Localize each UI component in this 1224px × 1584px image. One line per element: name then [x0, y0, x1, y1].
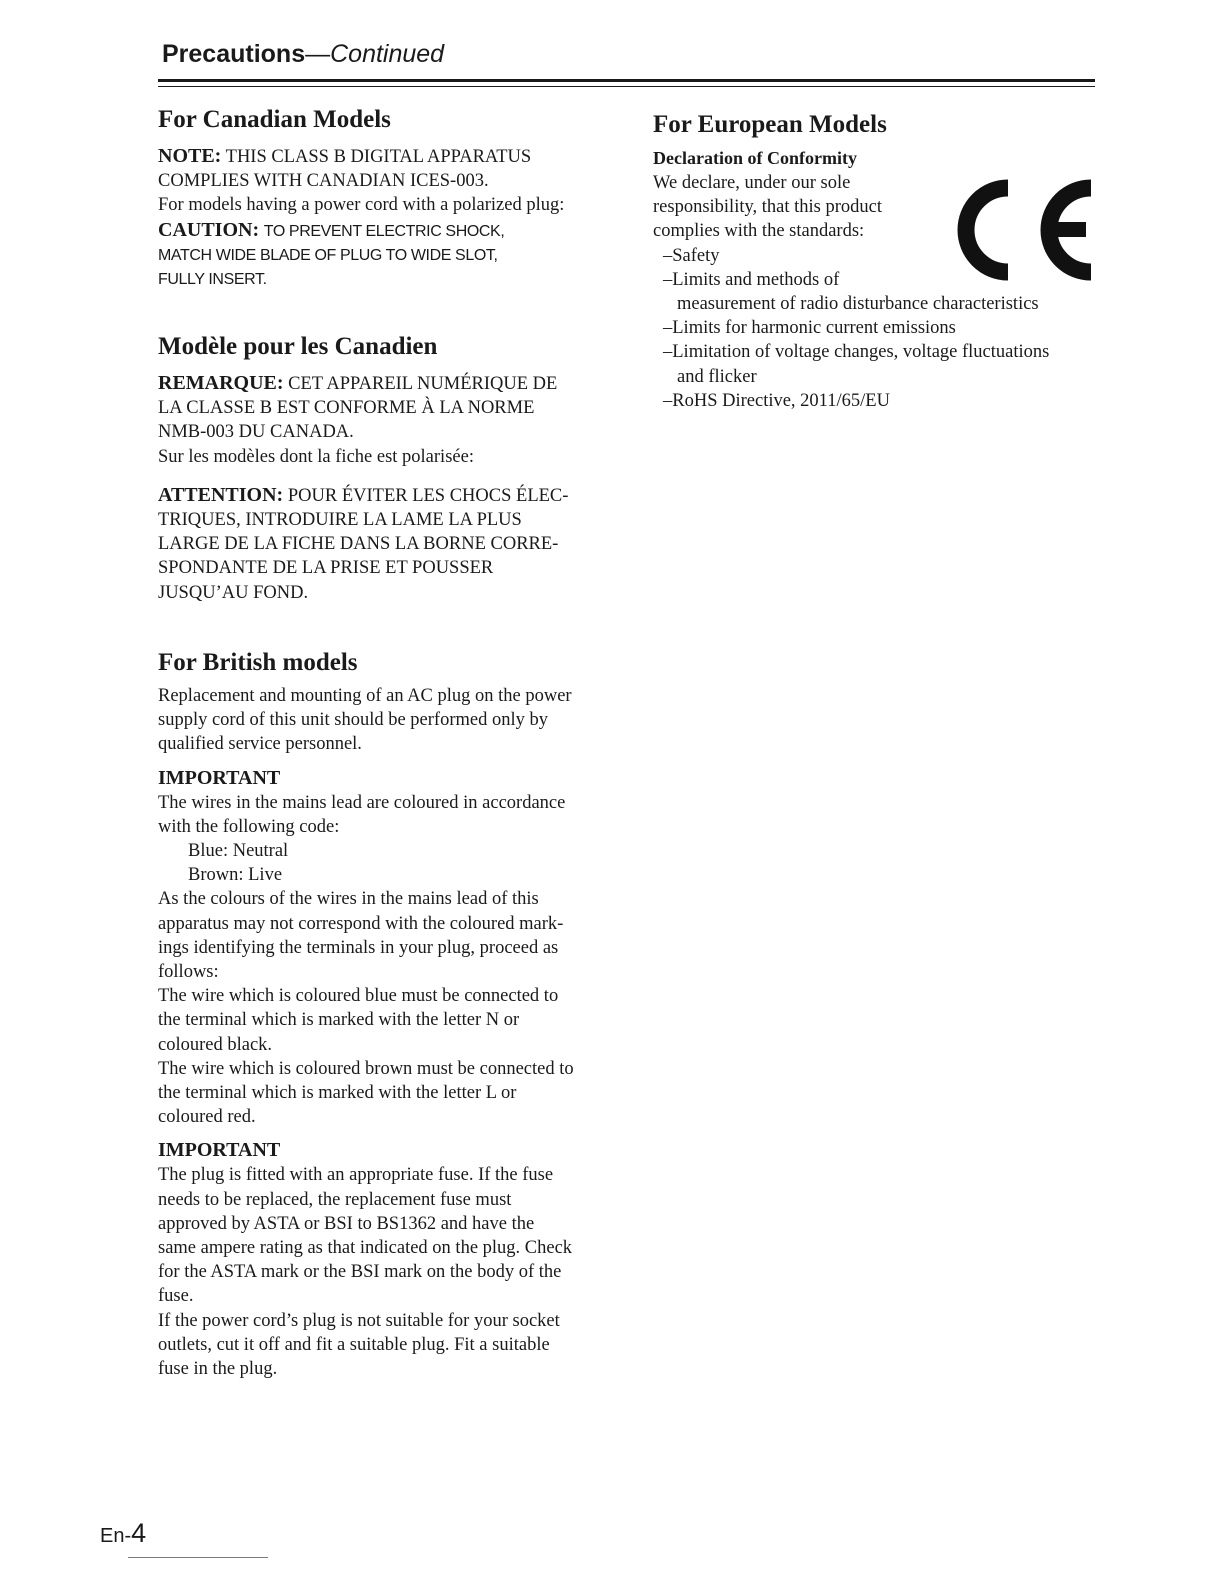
brown-wire-line3: coloured red.: [158, 1107, 256, 1128]
cord-line1: If the power cord’s plug is not suitable for your socket: [158, 1310, 560, 1331]
note-label: NOTE:: [158, 145, 222, 167]
caution-line1: TO PREVENT ELECTRIC SHOCK,: [263, 222, 505, 240]
page-header: [162, 40, 444, 69]
ce-mark-icon: [952, 178, 1097, 282]
fuse-line6: fuse.: [158, 1286, 194, 1307]
remarque-line3: NMB-003 DU CANADA.: [158, 422, 354, 443]
fuse-line4: same ampere rating as that indicated on the plug. Check: [158, 1238, 573, 1259]
caution-label: CAUTION:: [158, 218, 260, 241]
note-line2: COMPLIES WITH CANADIAN ICES-003.: [158, 171, 489, 192]
code-brown: Brown: Live: [188, 865, 283, 886]
attention-line1: POUR ÉVITER LES CHOCS ÉLEC-: [287, 485, 569, 506]
colours-line4: follows:: [158, 962, 219, 983]
colours-line1: As the colours of the wires in the mains lead of this: [158, 889, 539, 910]
attention-label: ATTENTION:: [158, 483, 284, 506]
attention-line4: SPONDANTE DE LA PRISE ET POUSSER: [158, 558, 494, 579]
brown-wire-line1: The wire which is coloured brown must be connected to: [158, 1058, 574, 1079]
fuse-line3: approved by ASTA or BSI to BS1362 and have the: [158, 1213, 535, 1234]
brown-wire-line2: the terminal which is marked with the letter L or: [158, 1083, 517, 1104]
canadian-heading: For Canadian Models: [158, 106, 391, 133]
declaration-line2: responsibility, that this product: [653, 197, 883, 218]
caution-line2: MATCH WIDE BLADE OF PLUG TO WIDE SLOT,: [158, 246, 498, 264]
fuse-line5: for the ASTA mark or the BSI mark on the body of the: [158, 1262, 562, 1283]
header-rule-thin: [158, 86, 1095, 87]
note-line1: THIS CLASS B DIGITAL APPARATUS: [225, 147, 532, 167]
colours-line2: apparatus may not correspond with the coloured mark-: [158, 913, 564, 934]
footer-line: [128, 1557, 268, 1558]
declaration-line1: We declare, under our sole: [653, 173, 851, 193]
declaration-line3: complies with the standards:: [653, 221, 865, 242]
standard-voltage-cont: and flicker: [677, 366, 757, 387]
remarque-label: REMARQUE:: [158, 372, 284, 394]
french-section: [158, 331, 608, 605]
standard-safety: –Safety: [663, 245, 720, 266]
declaration-heading: Declaration of Conformity: [653, 148, 857, 168]
page-number: [100, 1518, 146, 1549]
polarized-plug-text: For models having a power cord with a polarized plug:: [158, 195, 565, 216]
page-number-value: 4: [131, 1518, 147, 1548]
blue-wire-line3: coloured black.: [158, 1034, 273, 1055]
colours-line3: ings identifying the terminals in your plug, proceed as: [158, 937, 559, 958]
remarque-line1: CET APPAREIL NUMÉRIQUE DE: [288, 374, 558, 394]
attention-line2: TRIQUES, INTRODUIRE LA LAME LA PLUS: [158, 510, 522, 531]
fuse-line2: needs to be replaced, the replacement fuse must: [158, 1189, 512, 1210]
british-intro-line1: Replacement and mounting of an AC plug on the power: [158, 686, 572, 706]
wires-line1: The wires in the mains lead are coloured in accordance: [158, 792, 566, 813]
cord-line2: outlets, cut it off and fit a suitable plug. Fit a suitable: [158, 1334, 550, 1355]
header-title: Precautions: [162, 40, 306, 68]
standard-radio: –Limits and methods of: [663, 269, 840, 290]
standard-voltage: –Limitation of voltage changes, voltage fluctuations: [663, 342, 1050, 363]
standard-rohs: –RoHS Directive, 2011/65/EU: [663, 390, 890, 411]
header-dash: —: [305, 40, 331, 68]
page-number-prefix: En-: [100, 1525, 132, 1547]
remarque-line2: LA CLASSE B EST CONFORME À LA NORME: [158, 398, 535, 419]
header-continued: Continued: [330, 40, 445, 68]
header-rule: [158, 79, 1095, 82]
attention-line3: LARGE DE LA FICHE DANS LA BORNE CORRE-: [158, 534, 559, 555]
british-intro-line2: supply cord of this unit should be performed only by: [158, 710, 548, 731]
canadian-section: [158, 104, 608, 292]
standard-harmonic: –Limits for harmonic current emissions: [663, 318, 956, 339]
important-heading-2: IMPORTANT: [158, 1139, 281, 1162]
blue-wire-line2: the terminal which is marked with the letter N or: [158, 1010, 520, 1031]
french-heading: Modèle pour les Canadien: [158, 333, 438, 360]
standard-radio-cont: measurement of radio disturbance characteristics: [677, 294, 1039, 315]
polarisee-text: Sur les modèles dont la fiche est polarisée:: [158, 446, 474, 467]
european-heading: For European Models: [653, 111, 887, 138]
code-blue: Blue: Neutral: [188, 841, 289, 862]
british-intro-line3: qualified service personnel.: [158, 734, 362, 755]
attention-line5: JUSQU’AU FOND.: [158, 582, 309, 603]
blue-wire-line1: The wire which is coloured blue must be connected to: [158, 986, 559, 1007]
british-heading: For British models: [158, 649, 358, 676]
caution-line3: FULLY INSERT.: [158, 271, 267, 289]
fuse-line1: The plug is fitted with an appropriate fuse. If the fuse: [158, 1165, 554, 1186]
cord-line3: fuse in the plug.: [158, 1359, 278, 1380]
british-section: [158, 647, 608, 1381]
important-heading-1: IMPORTANT: [158, 766, 281, 789]
wires-line2: with the following code:: [158, 816, 340, 837]
